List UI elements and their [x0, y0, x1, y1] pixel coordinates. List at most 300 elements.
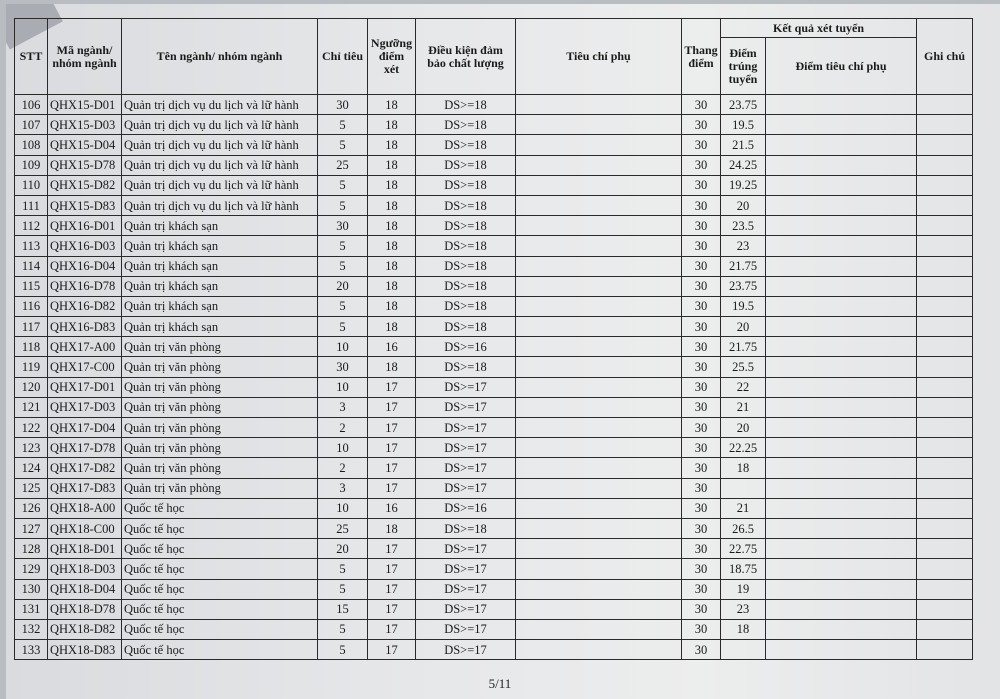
cell-tieu-chi-phu: [516, 539, 682, 559]
table-row: [15, 175, 973, 195]
table-row: [15, 236, 973, 256]
cell-nguong: 17: [368, 418, 416, 438]
cell-chi-tieu: 25: [318, 155, 368, 175]
cell-diem-trung-tuyen: 21.5: [721, 135, 766, 155]
cell-nguong: 16: [368, 498, 416, 518]
cell-dieu-kien: DS>=18: [416, 155, 516, 175]
header-chi-tieu: Chỉ tiêu: [318, 19, 368, 95]
cell-diem-tieu-chi-phu: [766, 478, 917, 498]
cell-nguong: 17: [368, 640, 416, 660]
cell-diem-trung-tuyen: 23.75: [721, 276, 766, 296]
cell-thang-diem: 30: [682, 175, 721, 195]
cell-diem-tieu-chi-phu: [766, 296, 917, 316]
cell-thang-diem: 30: [682, 236, 721, 256]
cell-chi-tieu: 5: [318, 619, 368, 639]
cell-tieu-chi-phu: [516, 377, 682, 397]
cell-nguong: 18: [368, 236, 416, 256]
cell-ma-nganh: QHX16-D83: [48, 317, 122, 337]
cell-dieu-kien: DS>=17: [416, 579, 516, 599]
cell-dieu-kien: DS>=18: [416, 317, 516, 337]
header-ten-nganh: Tên ngành/ nhóm ngành: [122, 19, 318, 95]
cell-ma-nganh: QHX16-D03: [48, 236, 122, 256]
cell-thang-diem: 30: [682, 559, 721, 579]
cell-tieu-chi-phu: [516, 337, 682, 357]
cell-thang-diem: 30: [682, 619, 721, 639]
cell-stt: 127: [15, 518, 48, 538]
cell-ten-nganh: Quản trị văn phòng: [122, 397, 318, 417]
cell-diem-trung-tuyen: 23.5: [721, 216, 766, 236]
cell-ten-nganh: Quản trị khách sạn: [122, 216, 318, 236]
cell-ma-nganh: QHX16-D04: [48, 256, 122, 276]
cell-thang-diem: 30: [682, 357, 721, 377]
cell-nguong: 17: [368, 438, 416, 458]
cell-tieu-chi-phu: [516, 498, 682, 518]
cell-nguong: 18: [368, 175, 416, 195]
cell-ten-nganh: Quản trị dịch vụ du lịch và lữ hành: [122, 95, 318, 115]
cell-diem-trung-tuyen: 18.75: [721, 559, 766, 579]
header-ket-qua: Kết quả xét tuyển: [721, 19, 917, 38]
cell-diem-trung-tuyen: 22.75: [721, 539, 766, 559]
cell-ten-nganh: Quản trị văn phòng: [122, 337, 318, 357]
cell-stt: 130: [15, 579, 48, 599]
cell-diem-trung-tuyen: 24.25: [721, 155, 766, 175]
cell-thang-diem: 30: [682, 397, 721, 417]
cell-stt: 129: [15, 559, 48, 579]
cell-ma-nganh: QHX18-A00: [48, 498, 122, 518]
cell-dieu-kien: DS>=18: [416, 518, 516, 538]
cell-diem-trung-tuyen: 18: [721, 458, 766, 478]
cell-tieu-chi-phu: [516, 438, 682, 458]
table-row: [15, 397, 973, 417]
cell-nguong: 17: [368, 458, 416, 478]
cell-diem-tieu-chi-phu: [766, 640, 917, 660]
cell-ghi-chu: [917, 236, 973, 256]
cell-thang-diem: 30: [682, 518, 721, 538]
cell-dieu-kien: DS>=18: [416, 115, 516, 135]
cell-thang-diem: 30: [682, 135, 721, 155]
cell-stt: 111: [15, 195, 48, 215]
cell-chi-tieu: 5: [318, 195, 368, 215]
cell-diem-tieu-chi-phu: [766, 559, 917, 579]
cell-ten-nganh: Quản trị văn phòng: [122, 478, 318, 498]
cell-chi-tieu: 5: [318, 579, 368, 599]
cell-chi-tieu: 15: [318, 599, 368, 619]
cell-ma-nganh: QHX17-A00: [48, 337, 122, 357]
cell-thang-diem: 30: [682, 438, 721, 458]
cell-stt: 122: [15, 418, 48, 438]
cell-tieu-chi-phu: [516, 640, 682, 660]
cell-nguong: 18: [368, 115, 416, 135]
cell-thang-diem: 30: [682, 579, 721, 599]
cell-ten-nganh: Quản trị văn phòng: [122, 357, 318, 377]
table-row: [15, 115, 973, 135]
cell-nguong: 18: [368, 357, 416, 377]
cell-diem-trung-tuyen: 21.75: [721, 256, 766, 276]
cell-nguong: 18: [368, 256, 416, 276]
table-row: [15, 518, 973, 538]
cell-dieu-kien: DS>=18: [416, 175, 516, 195]
table-row: [15, 377, 973, 397]
cell-ghi-chu: [917, 539, 973, 559]
table-row: [15, 498, 973, 518]
cell-diem-trung-tuyen: 26.5: [721, 518, 766, 538]
cell-nguong: 17: [368, 599, 416, 619]
cell-thang-diem: 30: [682, 458, 721, 478]
cell-thang-diem: 30: [682, 256, 721, 276]
cell-dieu-kien: DS>=18: [416, 216, 516, 236]
cell-ghi-chu: [917, 115, 973, 135]
cell-stt: 113: [15, 236, 48, 256]
cell-ghi-chu: [917, 135, 973, 155]
cell-tieu-chi-phu: [516, 236, 682, 256]
cell-tieu-chi-phu: [516, 95, 682, 115]
cell-ten-nganh: Quản trị khách sạn: [122, 236, 318, 256]
cell-ma-nganh: QHX15-D04: [48, 135, 122, 155]
cell-diem-trung-tuyen: 19: [721, 579, 766, 599]
cell-tieu-chi-phu: [516, 175, 682, 195]
cell-stt: 112: [15, 216, 48, 236]
cell-ghi-chu: [917, 95, 973, 115]
table-row: [15, 458, 973, 478]
cell-ma-nganh: QHX17-D04: [48, 418, 122, 438]
cell-ma-nganh: QHX17-D82: [48, 458, 122, 478]
cell-ten-nganh: Quản trị văn phòng: [122, 458, 318, 478]
cell-chi-tieu: 2: [318, 458, 368, 478]
header-dieu-kien: Điều kiện đảm bảo chất lượng: [416, 19, 516, 95]
table-row: [15, 418, 973, 438]
cell-ten-nganh: Quản trị dịch vụ du lịch và lữ hành: [122, 175, 318, 195]
cell-nguong: 17: [368, 619, 416, 639]
cell-ten-nganh: Quản trị dịch vụ du lịch và lữ hành: [122, 195, 318, 215]
cell-ghi-chu: [917, 155, 973, 175]
cell-ma-nganh: QHX17-D03: [48, 397, 122, 417]
cell-ghi-chu: [917, 599, 973, 619]
cell-diem-tieu-chi-phu: [766, 317, 917, 337]
cell-diem-trung-tuyen: 18: [721, 619, 766, 639]
cell-ghi-chu: [917, 337, 973, 357]
cell-nguong: 18: [368, 95, 416, 115]
header-diem-tieu-chi-phu: Điểm tiêu chí phụ: [766, 38, 917, 95]
cell-stt: 120: [15, 377, 48, 397]
cell-diem-tieu-chi-phu: [766, 337, 917, 357]
cell-dieu-kien: DS>=17: [416, 640, 516, 660]
cell-diem-tieu-chi-phu: [766, 438, 917, 458]
cell-dieu-kien: DS>=18: [416, 195, 516, 215]
cell-diem-tieu-chi-phu: [766, 418, 917, 438]
cell-thang-diem: 30: [682, 296, 721, 316]
cell-chi-tieu: 10: [318, 337, 368, 357]
cell-tieu-chi-phu: [516, 458, 682, 478]
cell-ghi-chu: [917, 619, 973, 639]
cell-diem-trung-tuyen: 25.5: [721, 357, 766, 377]
cell-ten-nganh: Quản trị dịch vụ du lịch và lữ hành: [122, 115, 318, 135]
cell-diem-tieu-chi-phu: [766, 256, 917, 276]
table-row: [15, 438, 973, 458]
header-ghi-chu: Ghi chú: [917, 19, 973, 95]
cell-nguong: 17: [368, 579, 416, 599]
cell-ma-nganh: QHX16-D82: [48, 296, 122, 316]
cell-thang-diem: 30: [682, 195, 721, 215]
cell-ghi-chu: [917, 478, 973, 498]
cell-diem-trung-tuyen: 21: [721, 397, 766, 417]
cell-nguong: 17: [368, 377, 416, 397]
cell-ten-nganh: Quốc tế học: [122, 599, 318, 619]
cell-ten-nganh: Quản trị khách sạn: [122, 276, 318, 296]
cell-chi-tieu: 5: [318, 256, 368, 276]
cell-thang-diem: 30: [682, 498, 721, 518]
cell-stt: 126: [15, 498, 48, 518]
cell-stt: 128: [15, 539, 48, 559]
cell-thang-diem: 30: [682, 276, 721, 296]
cell-ghi-chu: [917, 256, 973, 276]
cell-ghi-chu: [917, 317, 973, 337]
cell-ten-nganh: Quốc tế học: [122, 539, 318, 559]
cell-ten-nganh: Quản trị văn phòng: [122, 438, 318, 458]
cell-chi-tieu: 5: [318, 640, 368, 660]
cell-ten-nganh: Quốc tế học: [122, 518, 318, 538]
cell-diem-tieu-chi-phu: [766, 95, 917, 115]
cell-nguong: 18: [368, 155, 416, 175]
cell-chi-tieu: 5: [318, 317, 368, 337]
cell-diem-tieu-chi-phu: [766, 236, 917, 256]
table-row: [15, 357, 973, 377]
table-row: [15, 155, 973, 175]
cell-tieu-chi-phu: [516, 216, 682, 236]
cell-ghi-chu: [917, 276, 973, 296]
cell-diem-tieu-chi-phu: [766, 619, 917, 639]
cell-tieu-chi-phu: [516, 195, 682, 215]
cell-thang-diem: 30: [682, 377, 721, 397]
cell-ma-nganh: QHX15-D83: [48, 195, 122, 215]
cell-dieu-kien: DS>=18: [416, 256, 516, 276]
cell-stt: 108: [15, 135, 48, 155]
table-row: [15, 135, 973, 155]
cell-tieu-chi-phu: [516, 599, 682, 619]
cell-thang-diem: 30: [682, 155, 721, 175]
cell-ma-nganh: QHX17-D78: [48, 438, 122, 458]
cell-ma-nganh: QHX18-D78: [48, 599, 122, 619]
cell-diem-trung-tuyen: [721, 478, 766, 498]
cell-chi-tieu: 3: [318, 397, 368, 417]
cell-ghi-chu: [917, 559, 973, 579]
table-row: [15, 599, 973, 619]
cell-chi-tieu: 30: [318, 95, 368, 115]
cell-chi-tieu: 5: [318, 296, 368, 316]
cell-nguong: 18: [368, 317, 416, 337]
cell-ma-nganh: QHX16-D01: [48, 216, 122, 236]
cell-tieu-chi-phu: [516, 559, 682, 579]
cell-dieu-kien: DS>=17: [416, 377, 516, 397]
cell-diem-trung-tuyen: 21.75: [721, 337, 766, 357]
cell-diem-tieu-chi-phu: [766, 599, 917, 619]
cell-tieu-chi-phu: [516, 619, 682, 639]
cell-nguong: 18: [368, 518, 416, 538]
cell-diem-trung-tuyen: 20: [721, 195, 766, 215]
cell-thang-diem: 30: [682, 216, 721, 236]
cell-diem-trung-tuyen: 23: [721, 236, 766, 256]
cell-stt: 115: [15, 276, 48, 296]
table-row: [15, 640, 973, 660]
cell-chi-tieu: 20: [318, 539, 368, 559]
cell-tieu-chi-phu: [516, 256, 682, 276]
cell-dieu-kien: DS>=18: [416, 236, 516, 256]
cell-stt: 110: [15, 175, 48, 195]
cell-dieu-kien: DS>=18: [416, 357, 516, 377]
cell-nguong: 17: [368, 397, 416, 417]
cell-tieu-chi-phu: [516, 357, 682, 377]
table-row: [15, 478, 973, 498]
table-row: [15, 95, 973, 115]
cell-tieu-chi-phu: [516, 155, 682, 175]
cell-nguong: 18: [368, 195, 416, 215]
cell-ten-nganh: Quốc tế học: [122, 498, 318, 518]
cell-chi-tieu: 30: [318, 216, 368, 236]
cell-ten-nganh: Quốc tế học: [122, 579, 318, 599]
cell-thang-diem: 30: [682, 115, 721, 135]
cell-diem-tieu-chi-phu: [766, 357, 917, 377]
cell-chi-tieu: 5: [318, 175, 368, 195]
cell-tieu-chi-phu: [516, 418, 682, 438]
cell-ten-nganh: Quốc tế học: [122, 619, 318, 639]
cell-chi-tieu: 5: [318, 115, 368, 135]
cell-ma-nganh: QHX15-D82: [48, 175, 122, 195]
cell-ghi-chu: [917, 418, 973, 438]
cell-thang-diem: 30: [682, 599, 721, 619]
cell-dieu-kien: DS>=17: [416, 599, 516, 619]
header-diem-trung-tuyen: Điểm trúng tuyển: [721, 38, 766, 95]
cell-diem-trung-tuyen: 20: [721, 418, 766, 438]
cell-tieu-chi-phu: [516, 296, 682, 316]
cell-ma-nganh: QHX18-C00: [48, 518, 122, 538]
cell-nguong: 17: [368, 539, 416, 559]
cell-diem-tieu-chi-phu: [766, 579, 917, 599]
cell-nguong: 16: [368, 337, 416, 357]
cell-ten-nganh: Quản trị văn phòng: [122, 418, 318, 438]
cell-thang-diem: 30: [682, 317, 721, 337]
cell-thang-diem: 30: [682, 640, 721, 660]
cell-diem-tieu-chi-phu: [766, 155, 917, 175]
cell-ma-nganh: QHX18-D82: [48, 619, 122, 639]
cell-diem-trung-tuyen: 19.5: [721, 296, 766, 316]
cell-ghi-chu: [917, 175, 973, 195]
cell-dieu-kien: DS>=16: [416, 337, 516, 357]
cell-dieu-kien: DS>=17: [416, 458, 516, 478]
cell-tieu-chi-phu: [516, 518, 682, 538]
table-row: [15, 216, 973, 236]
page-number: 5/11: [488, 676, 512, 691]
table-row: [15, 256, 973, 276]
cell-ma-nganh: QHX18-D03: [48, 559, 122, 579]
cell-stt: 107: [15, 115, 48, 135]
cell-ghi-chu: [917, 216, 973, 236]
cell-ma-nganh: QHX18-D01: [48, 539, 122, 559]
cell-stt: 133: [15, 640, 48, 660]
cell-chi-tieu: 20: [318, 276, 368, 296]
cell-ghi-chu: [917, 498, 973, 518]
cell-diem-trung-tuyen: 20: [721, 317, 766, 337]
header-nguong: Ngưỡng điểm xét: [368, 19, 416, 95]
cell-ma-nganh: QHX15-D78: [48, 155, 122, 175]
cell-stt: 132: [15, 619, 48, 639]
cell-stt: 117: [15, 317, 48, 337]
cell-diem-tieu-chi-phu: [766, 377, 917, 397]
header-thang-diem: Thang điểm: [682, 19, 721, 95]
cell-ma-nganh: QHX17-C00: [48, 357, 122, 377]
cell-diem-tieu-chi-phu: [766, 216, 917, 236]
table-row: [15, 559, 973, 579]
cell-tieu-chi-phu: [516, 579, 682, 599]
cell-nguong: 18: [368, 135, 416, 155]
cell-nguong: 17: [368, 559, 416, 579]
cell-dieu-kien: DS>=18: [416, 95, 516, 115]
cell-nguong: 17: [368, 478, 416, 498]
cell-dieu-kien: DS>=17: [416, 619, 516, 639]
cell-ghi-chu: [917, 357, 973, 377]
cell-stt: 123: [15, 438, 48, 458]
cell-dieu-kien: DS>=16: [416, 498, 516, 518]
cell-dieu-kien: DS>=17: [416, 438, 516, 458]
cell-diem-tieu-chi-phu: [766, 518, 917, 538]
cell-dieu-kien: DS>=18: [416, 296, 516, 316]
cell-diem-tieu-chi-phu: [766, 195, 917, 215]
cell-tieu-chi-phu: [516, 276, 682, 296]
cell-ghi-chu: [917, 458, 973, 478]
cell-nguong: 18: [368, 216, 416, 236]
table-row: [15, 337, 973, 357]
table-row: [15, 579, 973, 599]
cell-dieu-kien: DS>=17: [416, 397, 516, 417]
cell-dieu-kien: DS>=18: [416, 276, 516, 296]
cell-diem-trung-tuyen: 19.25: [721, 175, 766, 195]
cell-chi-tieu: 5: [318, 236, 368, 256]
cell-ten-nganh: Quản trị dịch vụ du lịch và lữ hành: [122, 135, 318, 155]
cell-chi-tieu: 10: [318, 498, 368, 518]
cell-stt: 109: [15, 155, 48, 175]
header-stt: STT: [15, 19, 48, 95]
cell-thang-diem: 30: [682, 418, 721, 438]
cell-stt: 131: [15, 599, 48, 619]
cell-ten-nganh: Quản trị dịch vụ du lịch và lữ hành: [122, 155, 318, 175]
cell-ma-nganh: QHX17-D83: [48, 478, 122, 498]
cell-ma-nganh: QHX18-D04: [48, 579, 122, 599]
cell-ghi-chu: [917, 518, 973, 538]
cell-diem-trung-tuyen: 23.75: [721, 95, 766, 115]
cell-nguong: 18: [368, 296, 416, 316]
cell-chi-tieu: 10: [318, 377, 368, 397]
cell-ten-nganh: Quản trị khách sạn: [122, 317, 318, 337]
cell-tieu-chi-phu: [516, 135, 682, 155]
cell-diem-tieu-chi-phu: [766, 498, 917, 518]
cell-stt: 125: [15, 478, 48, 498]
cell-ma-nganh: QHX15-D03: [48, 115, 122, 135]
cell-diem-trung-tuyen: 19.5: [721, 115, 766, 135]
cell-diem-trung-tuyen: 23: [721, 599, 766, 619]
cell-thang-diem: 30: [682, 95, 721, 115]
cell-dieu-kien: DS>=17: [416, 539, 516, 559]
cell-diem-tieu-chi-phu: [766, 539, 917, 559]
cell-diem-tieu-chi-phu: [766, 276, 917, 296]
cell-chi-tieu: 30: [318, 357, 368, 377]
cell-thang-diem: 30: [682, 478, 721, 498]
cell-ma-nganh: QHX18-D83: [48, 640, 122, 660]
cell-diem-trung-tuyen: 21: [721, 498, 766, 518]
table-row: [15, 539, 973, 559]
cell-stt: 106: [15, 95, 48, 115]
cell-ten-nganh: Quốc tế học: [122, 559, 318, 579]
cell-ghi-chu: [917, 579, 973, 599]
cell-ghi-chu: [917, 195, 973, 215]
cell-stt: 118: [15, 337, 48, 357]
